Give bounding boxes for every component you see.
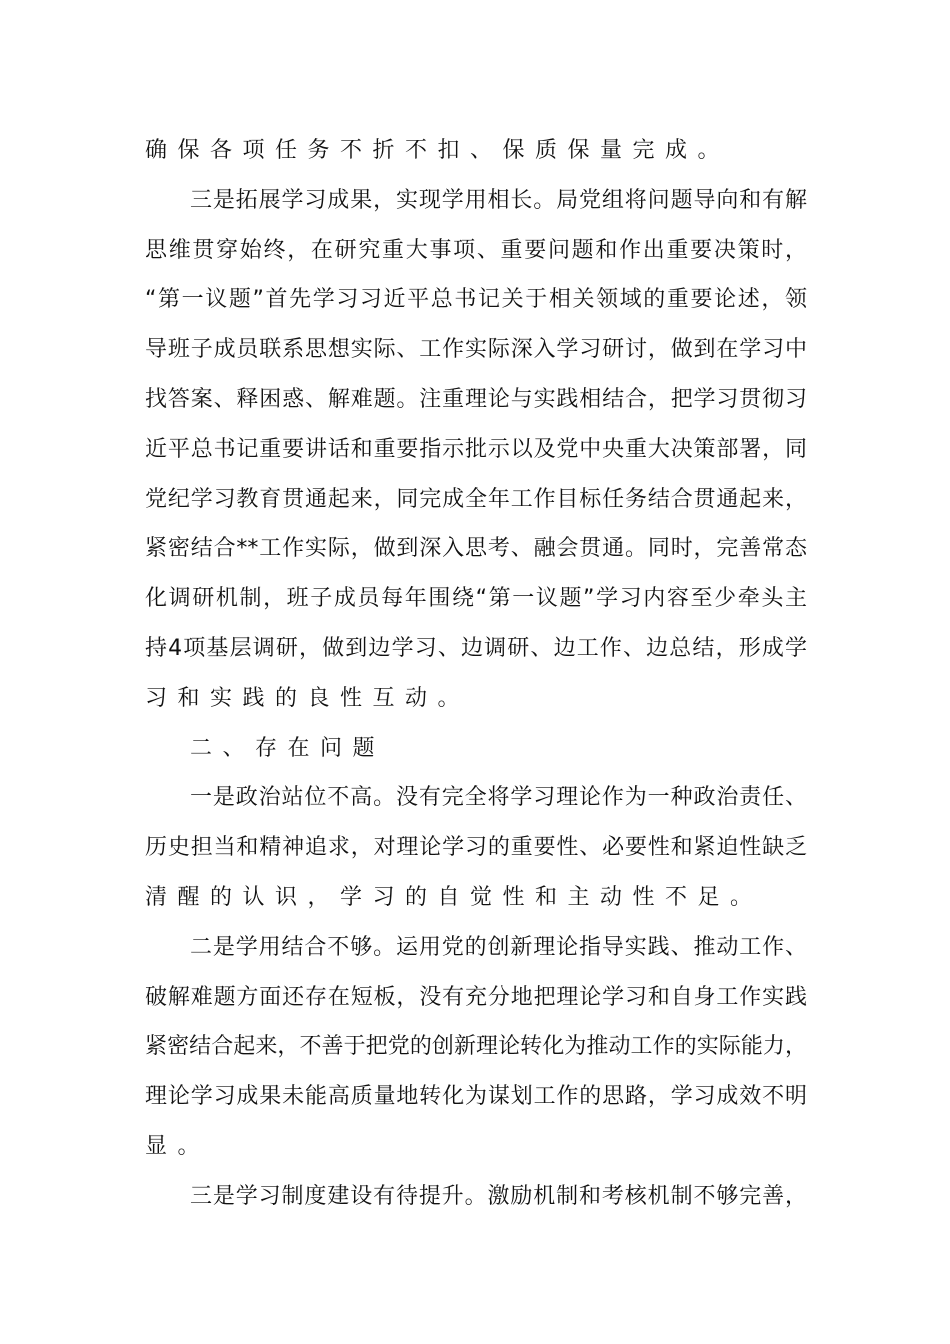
text-line: “第一议题”首先学习习近平总书记关于相关领域的重要论述，领: [145, 287, 807, 313]
text-line: 三是学习制度建设有待提升。激励机制和考核机制不够完善，: [190, 1183, 807, 1209]
text-line: 导班子成员联系思想实际、工作实际深入学习研讨，做到在学习中: [145, 337, 807, 363]
text-line: 找答案、释困惑、解难题。注重理论与实践相结合，把学习贯彻习: [145, 387, 807, 412]
text-line: 确保各项任务不折不扣、保质保量完成。: [145, 138, 731, 163]
text-line: 近平总书记重要讲话和重要指示批示以及党中央重大决策部署，同: [145, 436, 807, 462]
text-line: 习和实践的良性互动。: [145, 685, 471, 711]
text-line: 清醒的认识，学习的自觉性和主动性不足。: [145, 885, 763, 910]
text-line: 持4项基层调研，做到边学习、边调研、边工作、边总结，形成学: [145, 636, 807, 661]
text-line: 理论学习成果未能高质量地转化为谋划工作的思路，学习成效不明: [145, 1084, 807, 1110]
text-line: 显。: [145, 1134, 211, 1159]
text-line: 思维贯穿始终，在研究重大事项、重要问题和作出重要决策时，: [145, 237, 807, 263]
text-line: 三是拓展学习成果，实现学用相长。局党组将问题导向和有解: [190, 187, 807, 213]
text-line: 破解难题方面还存在短板，没有充分地把理论学习和自身工作实践: [145, 984, 807, 1010]
text-line: 历史担当和精神追求，对理论学习的重要性、必要性和紧迫性缺乏: [145, 835, 807, 861]
text-line: 党纪学习教育贯通起来，同完成全年工作目标任务结合贯通起来，: [145, 486, 807, 512]
text-line: 紧密结合起来，不善于把党的创新理论转化为推动工作的实际能力，: [145, 1034, 807, 1060]
text-line: 二是学用结合不够。运用党的创新理论指导实践、推动工作、: [190, 934, 807, 960]
text-line: 紧密结合**工作实际，做到深入思考、融会贯通。同时，完善常态: [145, 536, 807, 562]
text-line: 一是政治站位不高。没有完全将学习理论作为一种政治责任、: [190, 785, 807, 811]
text-line: 二、存在问题: [190, 735, 386, 761]
text-line: 化调研机制，班子成员每年围绕“第一议题”学习内容至少牵头主: [145, 586, 807, 612]
